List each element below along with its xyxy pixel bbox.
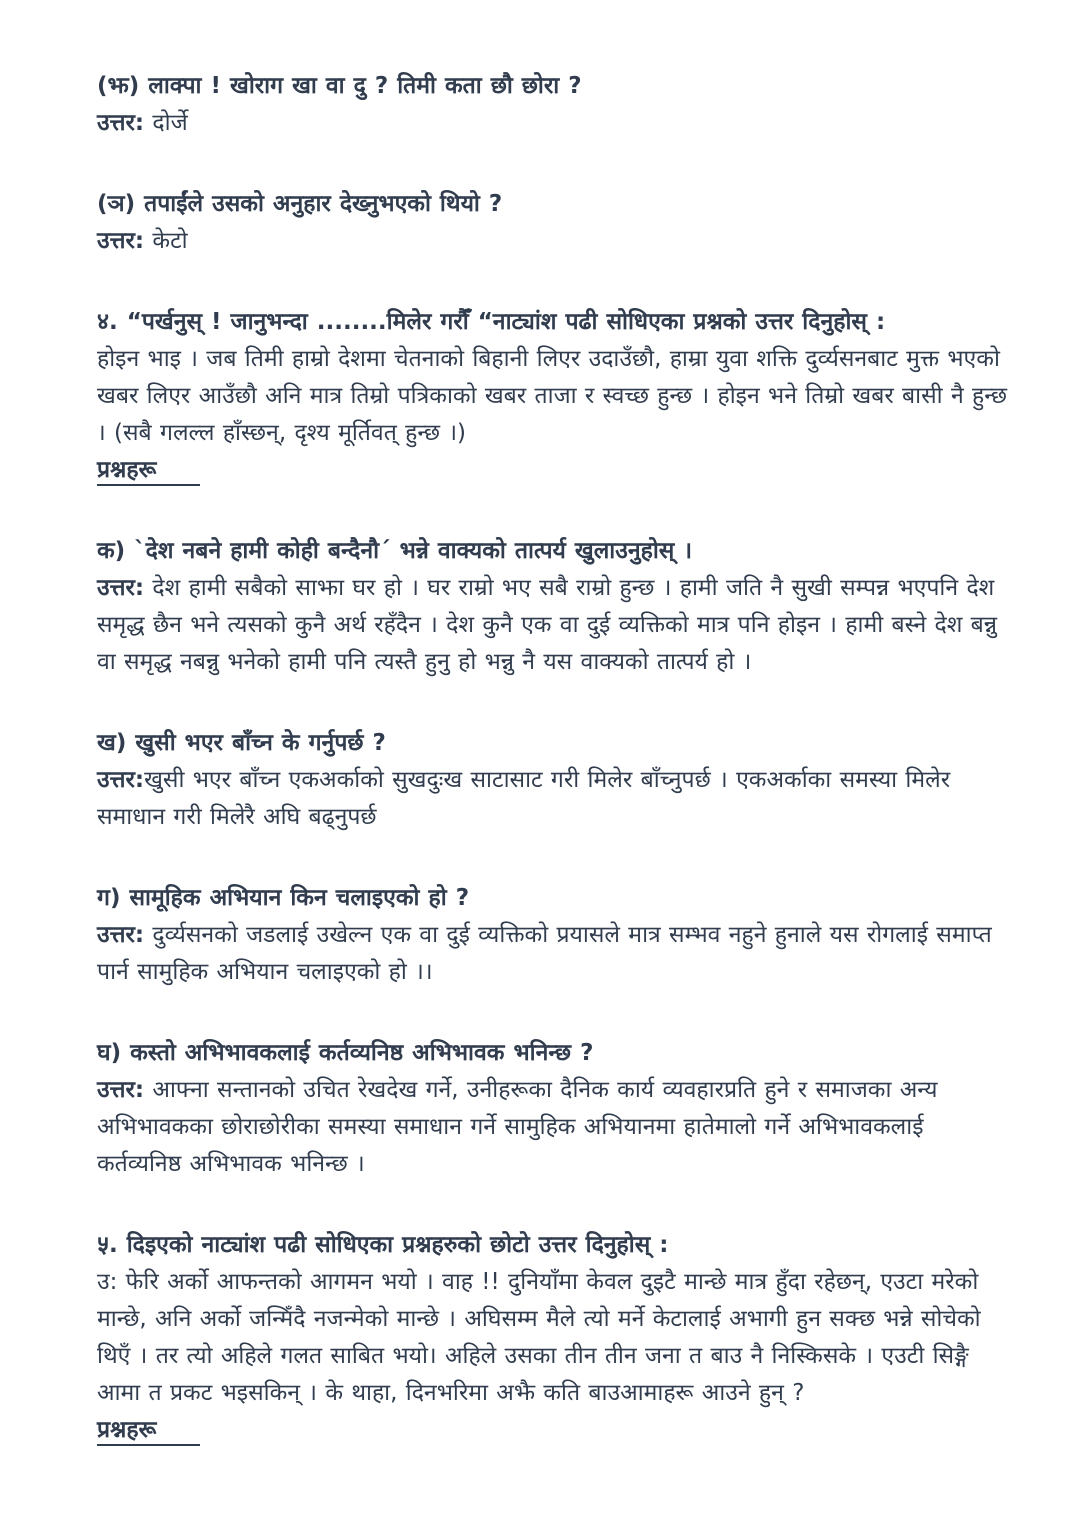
heading-line	[97, 1035, 1013, 1072]
passage-text: होइन भाइ । जब तिमी हाम्रो देशमा चेतनाको बिहानी लिएर उदाउँछौ, हाम्रा युवा शक्ति दुर्व्यसनबाट मुक्त भएको खबर लिएर आउँछौ अनि मात्र तिम्रो पत्रिकाको खबर ताजा र स्वच्छ हुन्छ । होइन भने तिम्रो खबर बासी नै हुन्छ । (सबै गलल्ल हाँस्छन्, दृश्य मूर्तिवत् हुन्छ ।)	[97, 346, 1007, 446]
heading-line	[97, 725, 1013, 762]
passage-text: उ: फेरि अर्को आफन्तको आगमन भयो । वाह !! दुनियाँमा केवल दुइटै मान्छे मात्र हुँदा रहेछन्, एउटा मरेको मान्छे, अनि अर्को जन्मिँदै नजन्मेको मान्छे । अघिसम्म मैले त्यो मर्ने केटालाई अभागी हुन सक्छ भन्ने सोचेको थिएँ । तर त्यो अहिले गलत साबित भयो। अहिले उसका तीन तीन जना त बाउ नै निस्किसके । एउटी सिङ्गै आमा त प्रकट भइसकिन् । के थाहा, दिनभरिमा अझै कति बाउआमाहरू आउने हुन् ?	[97, 1269, 981, 1406]
body-paragraph	[97, 105, 1013, 142]
section-title: ४. “पर्खनुस् ! जानुभन्दा ........मिलेर गरौँ “नाट्यांश पढी सोधिएका प्रश्नको उत्तर दिनुहोस् :	[97, 309, 886, 335]
body-paragraph	[97, 1264, 1013, 1412]
qa-nya	[97, 186, 1013, 260]
question-text: ग) सामूहिक अभियान किन चलाइएको हो ?	[97, 885, 470, 911]
prashnaharu-label: प्रश्नहरू	[97, 1417, 200, 1446]
heading-line	[97, 880, 1013, 917]
qa-jha	[97, 68, 1013, 142]
body-paragraph	[97, 570, 1013, 681]
answer-text: दोर्जे	[144, 110, 188, 136]
qa-kha	[97, 725, 1013, 836]
answer-label: उत्तर:	[97, 922, 145, 948]
heading-line	[97, 1227, 1013, 1264]
answer-label: उत्तर:	[97, 110, 145, 136]
body-paragraph	[97, 1072, 1013, 1183]
answer-label: उत्तर:	[97, 228, 145, 254]
heading-line	[97, 68, 1013, 105]
heading-line	[97, 1412, 1013, 1449]
question-text: घ) कस्तो अभिभावकलाई कर्तव्यनिष्ठ अभिभावक भनिन्छ ?	[97, 1040, 594, 1066]
answer-label: उत्तर:	[97, 1077, 145, 1103]
answer-label: उत्तर:	[97, 575, 145, 601]
answer-text: खुसी भएर बाँच्न एकअर्काको सुखदुःख साटासाट गरी मिलेर बाँच्नुपर्छ । एकअर्काका समस्या मिलेर समाधान गरी मिलेरै अघि बढ्नुपर्छ	[97, 767, 951, 830]
body-paragraph	[97, 917, 1013, 991]
heading-line	[97, 533, 1013, 570]
question-text: क) `देश नबने हामी कोही बन्दैनौ´ भन्ने वाक्यको तात्पर्य खुलाउनुहोस् ।	[97, 538, 693, 564]
qa-gha	[97, 1035, 1013, 1183]
section-title: ५. दिइएको नाट्यांश पढी सोधिएका प्रश्नहरुको छोटो उत्तर दिनुहोस् :	[97, 1232, 669, 1258]
answer-text: दुर्व्यसनको जडलाई उखेल्न एक वा दुई व्यक्तिको प्रयासले मात्र सम्भव नहुने हुनाले यस रोगलाई समाप्त पार्न सामुहिक अभियान चलाइएको हो ।।	[97, 922, 992, 985]
question-text: (ञ) तपाईंले उसको अनुहार देख्नुभएको थियो ?	[97, 191, 503, 217]
answer-text: आफ्ना सन्तानको उचित रेखदेख गर्ने, उनीहरूका दैनिक कार्य व्यवहारप्रति हुने र समाजका अन्य अभिभावकका छोराछोरीका समस्या समाधान गर्ने सामुहिक अभियानमा हातेमालो गर्ने अभिभावकलाई कर्तव्यनिष्ठ अभिभावक भनिन्छ ।	[97, 1077, 938, 1177]
answer-label: उत्तर:	[97, 767, 145, 793]
question-5-section	[97, 1227, 1013, 1449]
body-paragraph	[97, 762, 1013, 836]
qa-ga	[97, 880, 1013, 991]
body-paragraph	[97, 341, 1013, 452]
question-text: ख) खुसी भएर बाँच्न के गर्नुपर्छ ?	[97, 730, 386, 756]
heading-line	[97, 186, 1013, 223]
question-4-section	[97, 304, 1013, 489]
prashnaharu-label: प्रश्नहरू	[97, 457, 200, 486]
answer-text: केटो	[144, 228, 188, 254]
qa-ka	[97, 533, 1013, 681]
heading-line	[97, 452, 1013, 489]
question-text: (झ) लाक्पा ! खोराग खा वा दु ? तिमी कता छौ छोरा ?	[97, 73, 582, 99]
heading-line	[97, 304, 1013, 341]
body-paragraph	[97, 223, 1013, 260]
answer-text: देश हामी सबैको साझा घर हो । घर राम्रो भए सबै राम्रो हुन्छ । हामी जति नै सुखी सम्पन्न भएपनि देश समृद्ध छैन भने त्यसको कुनै अर्थ रहँदैन । देश कुनै एक वा दुई व्यक्तिको मात्र पनि होइन । हामी बस्ने देश बन्नु वा समृद्ध नबन्नु भनेको हामी पनि त्यस्तै हुनु हो भन्नु नै यस वाक्यको तात्पर्य हो ।	[97, 575, 997, 675]
